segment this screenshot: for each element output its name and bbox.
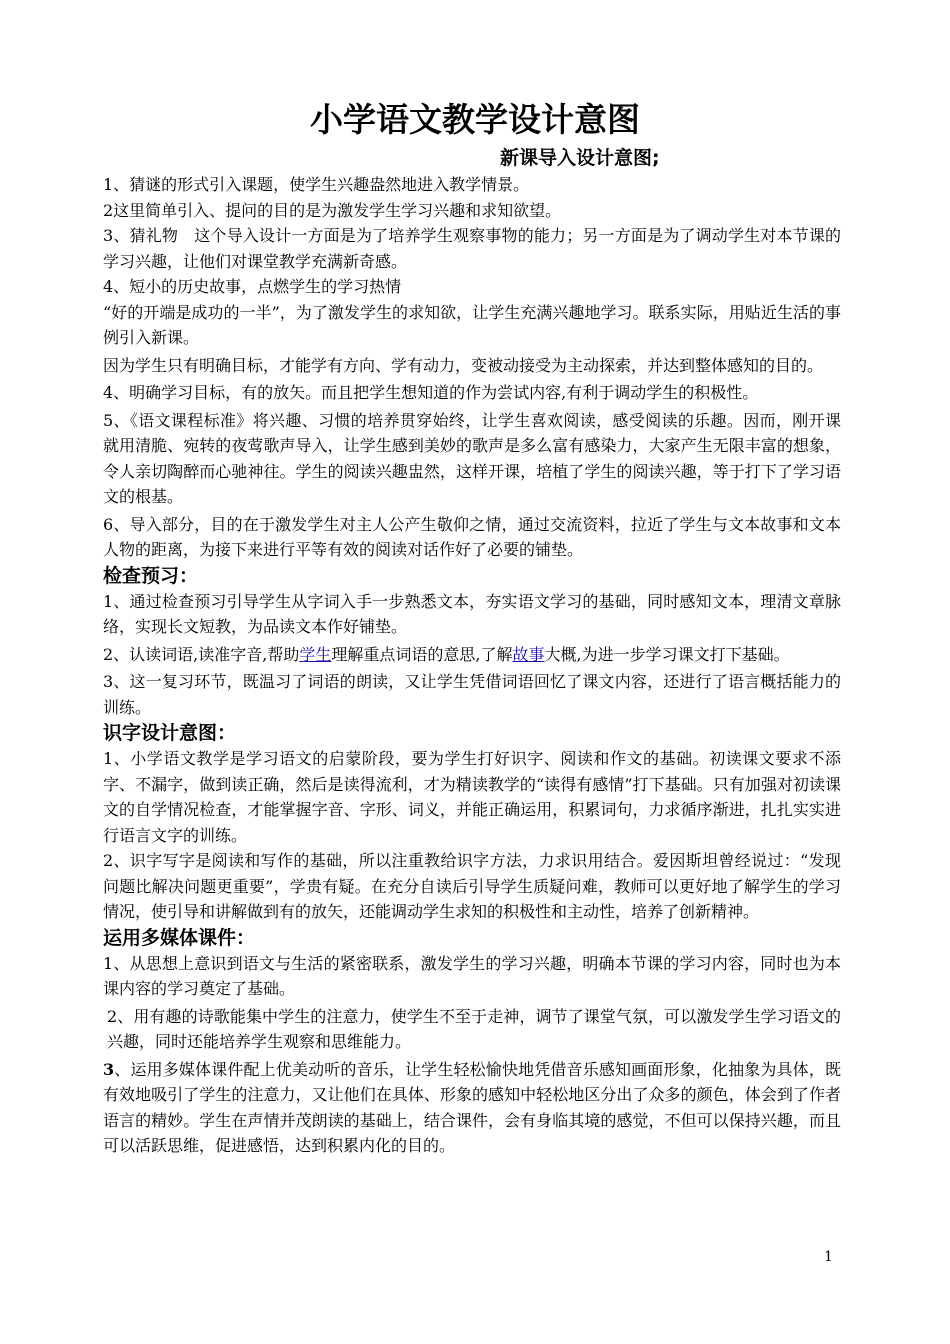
list-number: 3 [103, 1059, 115, 1079]
paragraph: 5、《语文课程标准》将兴趣、习惯的培养贯穿始终，让学生喜欢阅读，感受阅读的乐趣。因而，刚开课就用清脆、宛转的夜莺歌声导入，让学生感到美妙的歌声是多么富有感染力，大家产生无限丰富的想象，令人亲切陶醉而心驰神往。学生的阅读兴趣盅然，这样开课，培植了学生的阅读兴趣，等于打下了学习语文的根基。 [103, 410, 841, 506]
text-span: 、运用多媒体课件配上优美动听的音乐，让学生轻松愉快地凭借音乐感知画面形象，化抽象为具体，既有效地吸引了学生的注意力，又让他们在具体、形象的感知中轻松地区分出了众多的颜色，体会到了作者语言的精妙。学生在声情并茂朗读的基础上，结合课件，会有身临其境的感觉，不但可以保持兴趣，而且可以活跃思维，促进感悟，达到积累内化的目的。 [103, 1059, 841, 1155]
text-span: 2、认读词语,读准字音,帮助 [103, 644, 300, 664]
document-title: 小学语文教学设计意图 [310, 100, 640, 139]
link-students[interactable]: 学生 [299, 644, 332, 664]
paragraph: 2这里简单引入、提问的目的是为激发学生学习兴趣和求知欲望。 [103, 200, 562, 220]
paragraph: “好的开端是成功的一半”，为了激发学生的求知欲，让学生充满兴趣地学习。联系实际，用贴近生活的事例引入新课。 [103, 302, 841, 347]
paragraph [103, 642, 841, 668]
paragraph: 1、从思想上意识到语文与生活的紧密联系，激发学生的学习兴趣，明确本节课的学习内容，同时也为本课内容的学习奠定了基础。 [103, 953, 841, 998]
paragraph: 1、猜谜的形式引入课题，使学生兴趣盎然地进入教学情景。 [103, 175, 530, 194]
paragraph: 1、通过检查预习引导学生从字词入手一步熟悉文本，夯实语文学习的基础，同时感知文本，理清文章脉络，实现长文短教，为品读文本作好铺垫。 [103, 591, 841, 636]
paragraph: 3、这一复习环节，既温习了词语的朗读，又让学生凭借词语回忆了课文内容，还进行了语言概括能力的训练。 [103, 672, 841, 717]
text-span: 理解重点词语的意思,了解 [331, 644, 513, 664]
paragraph: 2、用有趣的诗歌能集中学生的注意力，使学生不至于走神，调节了课堂气氛，可以激发学生学习语文的兴趣，同时还能培养学生观察和思维能力。 [107, 1006, 841, 1051]
paragraph: 2、识字写字是阅读和写作的基础，所以注重教给识字方法，力求识用结合。爱因斯坦曾经说过：“发现问题比解决问题更重要”，学贵有疑。在充分自读后引导学生质疑问难，教师可以更好地了解学生的学习情况，使引导和讲解做到有的放矢，还能调动学生求知的积极性和主动性，培养了创新精神。 [103, 851, 841, 921]
section-subtitle-intro: 新课导入设计意图; [500, 147, 660, 169]
page-number: 1 [824, 1249, 833, 1265]
paragraph: 3、猜礼物 这个导入设计一方面是为了培养学生观察事物的能力；另一方面是为了调动学生对本节课的学习兴趣，让他们对课堂教学充满新奇感。 [103, 226, 841, 271]
paragraph [103, 1057, 841, 1159]
text-span: 大概,为进一步学习课文打下基础。 [544, 644, 790, 664]
paragraph: 6、导入部分，目的在于激发学生对主人公产生敬仰之情，通过交流资料，拉近了学生与文本故事和文本人物的距离，为接下来进行平等有效的阅读对话作好了必要的铺垫。 [103, 514, 841, 559]
link-story[interactable]: 故事 [512, 644, 545, 664]
document-body [103, 172, 841, 1159]
paragraph: 4、短小的历史故事，点燃学生的学习热情 [103, 277, 402, 296]
section-heading-preview: 检查预习： [103, 564, 199, 587]
section-heading-literacy: 识字设计意图： [103, 722, 237, 744]
paragraph: 因为学生只有明确目标，才能学有方向、学有动力，变被动接受为主动探索，并达到整体感知的目的。 [103, 355, 824, 375]
paragraph: 1、小学语文教学是学习语文的启蒙阶段，要为学生打好识字、阅读和作文的基础。初读课文要求不添字、不漏字，做到读正确，然后是读得流利，才为精读教学的“读得有感情”打下基础。只有加强对初读课文的自学情况检查，才能掌握字音、字形、词义，并能正确运用，积累词句，力求循序渐进，扎扎实实进行语言文字的训练。 [103, 749, 841, 845]
paragraph: 4、明确学习目标，有的放矢。而且把学生想知道的作为尝试内容,有利于调动学生的积极性。 [103, 383, 759, 402]
section-heading-multimedia: 运用多媒体课件： [103, 926, 256, 949]
